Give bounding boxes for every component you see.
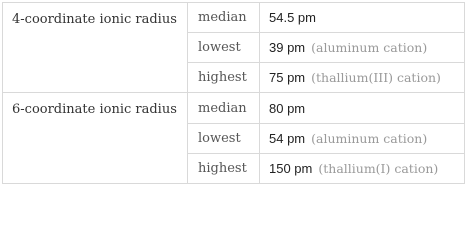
value-cell xyxy=(260,33,465,63)
table-row xyxy=(3,3,465,33)
value-text: 150 pm xyxy=(269,160,313,176)
stat-label: highest xyxy=(188,153,260,183)
table-row xyxy=(3,93,465,123)
value-note: (thallium(III) cation) xyxy=(311,70,441,86)
stat-label: median xyxy=(188,93,260,123)
stat-label: lowest xyxy=(188,33,260,63)
stat-label: median xyxy=(188,3,260,33)
value-text: 39 pm xyxy=(269,40,306,56)
value-text: 75 pm xyxy=(269,70,306,86)
value-cell xyxy=(260,153,465,183)
value-text: 80 pm xyxy=(269,100,306,116)
value-text: 54 pm xyxy=(269,130,306,146)
value-note: (thallium(I) cation) xyxy=(318,160,439,176)
value-cell xyxy=(260,123,465,153)
group-label-4-coordinate: 4-coordinate ionic radius xyxy=(3,3,188,93)
value-cell xyxy=(260,93,465,123)
value-note: (aluminum cation) xyxy=(311,130,428,146)
value-note: (aluminum cation) xyxy=(311,40,428,56)
value-cell xyxy=(260,63,465,93)
value-cell xyxy=(260,3,465,33)
stat-label: highest xyxy=(188,63,260,93)
ionic-radius-table xyxy=(2,2,465,184)
group-label-6-coordinate: 6-coordinate ionic radius xyxy=(3,93,188,184)
value-text: 54.5 pm xyxy=(269,10,316,26)
stat-label: lowest xyxy=(188,123,260,153)
